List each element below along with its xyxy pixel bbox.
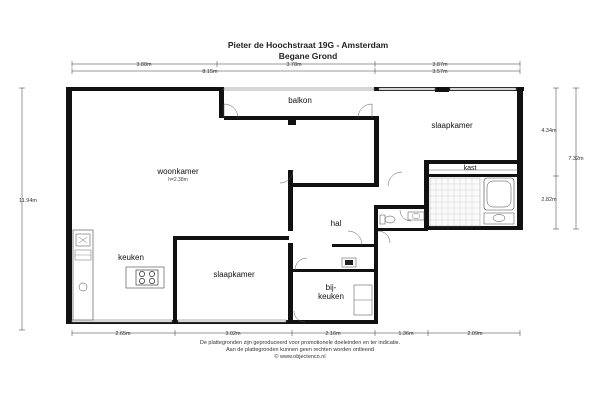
room-label-keuken: keuken xyxy=(118,253,144,262)
dimension-label: 3.88m xyxy=(136,62,152,68)
room-label-slaapkamer: slaapkamer xyxy=(213,270,255,279)
right-dimensions xyxy=(541,88,584,229)
kitchen-counter xyxy=(73,230,164,320)
bottom-dimensions xyxy=(72,330,520,337)
dimension-label: 3.78m xyxy=(286,62,302,68)
room-label-kast: kast xyxy=(463,165,477,172)
dimension-label: 2.09m xyxy=(467,331,483,337)
bijkeuken-fixtures xyxy=(342,258,372,315)
dimension-label: 11.94m xyxy=(19,198,37,204)
room-label-bijkeuken: keuken xyxy=(318,292,344,301)
dimension-label: 3.02m xyxy=(225,331,241,337)
dimension-label: 2.16m xyxy=(325,331,341,337)
plan-title: Pieter de Hoochstraat 19G - Amsterdam xyxy=(227,40,389,50)
room-label-hal: hal xyxy=(330,219,342,228)
toilet-icon xyxy=(380,212,424,224)
dimension-label: 8.15m xyxy=(202,69,218,75)
dimension-label: 3.87m xyxy=(432,62,448,68)
disclaimer-line: De plattegronden zijn geproduceerd voor promotionele doeleinden en ter indicatie. xyxy=(199,340,401,346)
top-dimensions xyxy=(72,61,520,75)
dimension-label: 2.65m xyxy=(115,331,131,337)
room-label-woonkamer: woonkamer xyxy=(157,167,199,176)
stove-icon xyxy=(136,270,158,285)
left-dimension xyxy=(19,88,37,330)
dimension-label: 2.82m xyxy=(541,197,557,203)
dimension-label: 4.34m xyxy=(541,128,557,134)
room-label-bijkeuken: bij- xyxy=(325,283,337,292)
dimension-label: 1.36m xyxy=(398,331,414,337)
dimension-label: 7.32m xyxy=(568,156,584,162)
room-label-balkon: balkon xyxy=(288,96,312,105)
plan-subtitle: Begane Grond xyxy=(278,51,338,61)
bathroom xyxy=(430,178,514,226)
room-label-slaapkamer: slaapkamer xyxy=(431,121,473,130)
room-height-woonkamer: h=2.38m xyxy=(168,177,188,183)
copyright-line: © www.objectenco.nl xyxy=(274,354,326,360)
disclaimer-line: Aan de plattegronden kunnen geen rechten worden ontleend xyxy=(225,347,375,353)
doors xyxy=(224,104,411,322)
dimension-label: 3.57m xyxy=(432,69,448,75)
